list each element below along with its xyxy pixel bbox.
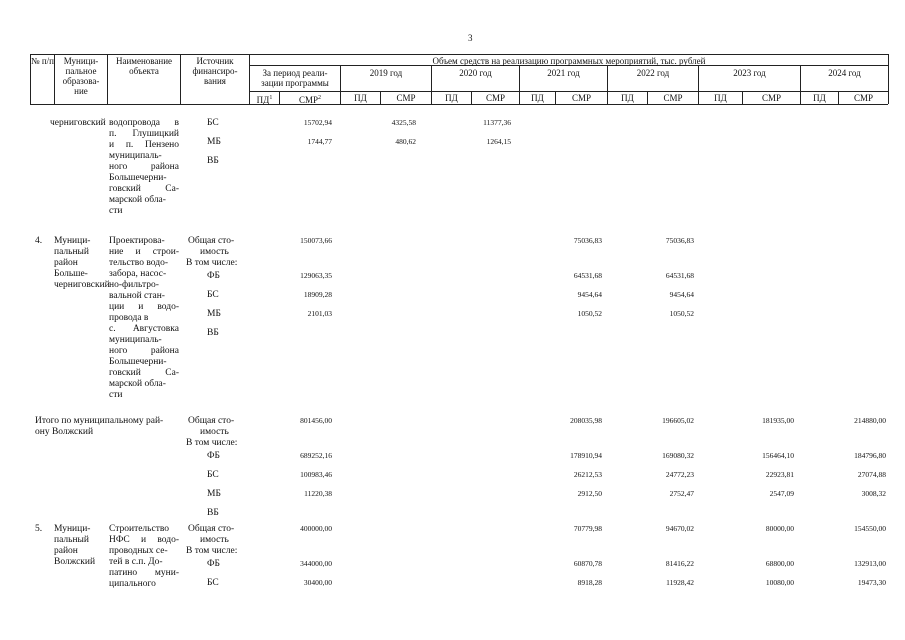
header-pd-2024: ПД [813,93,826,103]
block2-bs-2021: 9454,64 [577,290,602,299]
block2-mb-total: 2101,03 [307,309,332,318]
block3-bs-2021: 26212,53 [573,470,602,479]
block4-source-fb: ФБ [207,559,220,569]
block1-bs-total: 15702,94 [303,118,332,127]
header-pd-2023: ПД [714,93,727,103]
block4-total-total: 400000,00 [300,524,332,533]
block4-object: Строительство НФС и водо- проводных се- тей в с.п. До- патино муни- ципального [109,524,179,589]
block2-fb-2022: 64531,68 [665,271,694,280]
block1-bs-2020: 11377,36 [483,118,511,127]
block1-mb-2019: 480,62 [395,137,416,146]
block2-bs-2022: 9454,64 [669,290,694,299]
block3-total-2021: 208035,98 [570,416,602,425]
block2-source-vb: ВБ [207,328,219,338]
block3-fb-total: 689252,16 [300,451,332,460]
block3-bs-2023: 22923,81 [765,470,794,479]
block3-total-2022: 196605,02 [662,416,694,425]
block3-source-fb: ФБ [207,451,220,461]
block3-mb-2022: 2752,47 [669,489,694,498]
header-smr-2024: СМР [853,93,873,103]
block2-source-mb: МБ [207,309,221,319]
block4-total-2023: 80000,00 [765,524,794,533]
block4-total-2022: 94670,02 [665,524,694,533]
header-pd-2020: ПД [445,93,458,103]
block4-fb-2023: 68800,00 [765,559,794,568]
block3-fb-2024: 184796,80 [854,451,886,460]
header-num: № п/п [31,56,54,66]
block4-bs-2024: 19473,30 [857,578,886,587]
block4-bs-2022: 11928,42 [666,578,694,587]
block3-source-vb: ВБ [207,508,219,518]
block3-label: Итого по муниципальному рай- ону Волжский [35,416,164,437]
block4-fb-total: 344000,00 [300,559,332,568]
block2-fb-2021: 64531,68 [573,271,602,280]
header-smr-2019: СМР [396,93,416,103]
block1-object: водопровода в п. Глушицкий и п. Пензено муниципаль- ного района Большечерни- говский Са- марской обла- сти [109,118,179,216]
block1-municipality: черниговский [50,118,106,128]
block4-fb-2022: 81416,22 [665,559,694,568]
block4-fb-2021: 60870,78 [573,559,602,568]
header-source: Источник финансиро- вания [192,56,238,86]
header-year-2022: 2022 год [636,68,670,78]
block3-mb-2023: 2547,09 [769,489,794,498]
block4-total-2024: 154550,00 [854,524,886,533]
header-period: За период реали- зации программы [261,68,329,88]
block2-source-total: Общая сто- имость В том числе: [186,236,238,268]
block4-fb-2024: 132913,00 [854,559,886,568]
block3-bs-2022: 24772,23 [665,470,694,479]
block1-mb-2020: 1264,15 [486,137,511,146]
header-smr-2023: СМР [761,93,781,103]
block3-fb-2023: 156464,10 [762,451,794,460]
block4-source-total: Общая сто- имость В том числе: [186,524,238,556]
block3-fb-2021: 178910,94 [570,451,602,460]
header-smr-period: СМР$^2$ [298,95,321,105]
block3-fb-2022: 169080,32 [662,451,694,460]
block3-source-total: Общая сто- имость В том числе: [186,416,238,448]
block4-municipality: Муници- пальный район Волжский [54,524,96,567]
header-year-2023: 2023 год [733,68,766,78]
block4-source-bs: БС [207,578,219,588]
header-pd-2019: ПД [354,93,367,103]
block1-source-bs: БС [207,118,219,128]
block3-total-2024: 214880,00 [854,416,886,425]
block3-bs-2024: 27074,88 [857,470,886,479]
block3-source-bs: БС [207,470,219,480]
header-pd-period: $ПД^1$ [256,95,273,105]
block2-source-bs: БС [207,290,219,300]
header-year-2020: 2020 год [459,68,492,78]
block3-source-mb: МБ [207,489,221,499]
header-smr-2020: СМР [485,93,505,103]
block4-num: 5. [35,524,43,534]
block2-num: 4. [35,236,43,246]
block3-mb-total: 11220,38 [304,489,332,498]
block1-source-mb: МБ [207,137,221,147]
header-object: Наименование объекта [115,56,173,76]
block2-total-2022: 75036,83 [665,236,694,245]
block2-fb-total: 129063,35 [300,271,332,280]
block4-bs-2023: 10080,00 [765,578,794,587]
block1-bs-2019: 4325,58 [391,118,416,127]
block4-total-2021: 70779,98 [573,524,602,533]
block2-municipality: Муници- пальный район Больше- черниговский [54,236,110,290]
header-pd-2021: ПД [531,93,544,103]
block2-mb-2022: 1050,52 [669,309,694,318]
block3-bs-total: 100983,46 [300,470,332,479]
header-year-2019: 2019 год [369,68,403,78]
block3-mb-2021: 2912,50 [577,489,602,498]
block2-bs-total: 18909,28 [303,290,332,299]
block2-total-2021: 75036,83 [573,236,602,245]
header-smr-2022: СМР [663,93,683,103]
block2-total-total: 150073,66 [300,236,332,245]
block4-bs-total: 30400,00 [303,578,332,587]
header-year-2021: 2021 год [547,68,580,78]
page-number: 3 [468,33,473,43]
block2-source-fb: ФБ [207,271,220,281]
header-municipality: Муници- пальное образова- ние [62,56,100,96]
block3-total-total: 801456,00 [300,416,332,425]
block3-mb-2024: 3008,32 [861,489,886,498]
header-funds: Объем средств на реализацию программных мероприятий, тыс. рублей [432,56,706,66]
block1-mb-total: 1744,77 [307,137,332,146]
block3-total-2023: 181935,00 [762,416,794,425]
block2-object: Проектирова- ние и строи- тельство водо- забора, насос- но-фильтро- вальной стан- ции и водо- провода в с. Августовка муниципаль- ного района Большечерни- говский Са- марской обла- сти [109,236,179,400]
block4-bs-2021: 8918,28 [577,578,602,587]
header-year-2024: 2024 год [828,68,861,78]
block1-source-vb: ВБ [207,156,219,166]
block2-mb-2021: 1050,52 [577,309,602,318]
header-smr-2021: СМР [571,93,591,103]
header-pd-2022: ПД [621,93,634,103]
